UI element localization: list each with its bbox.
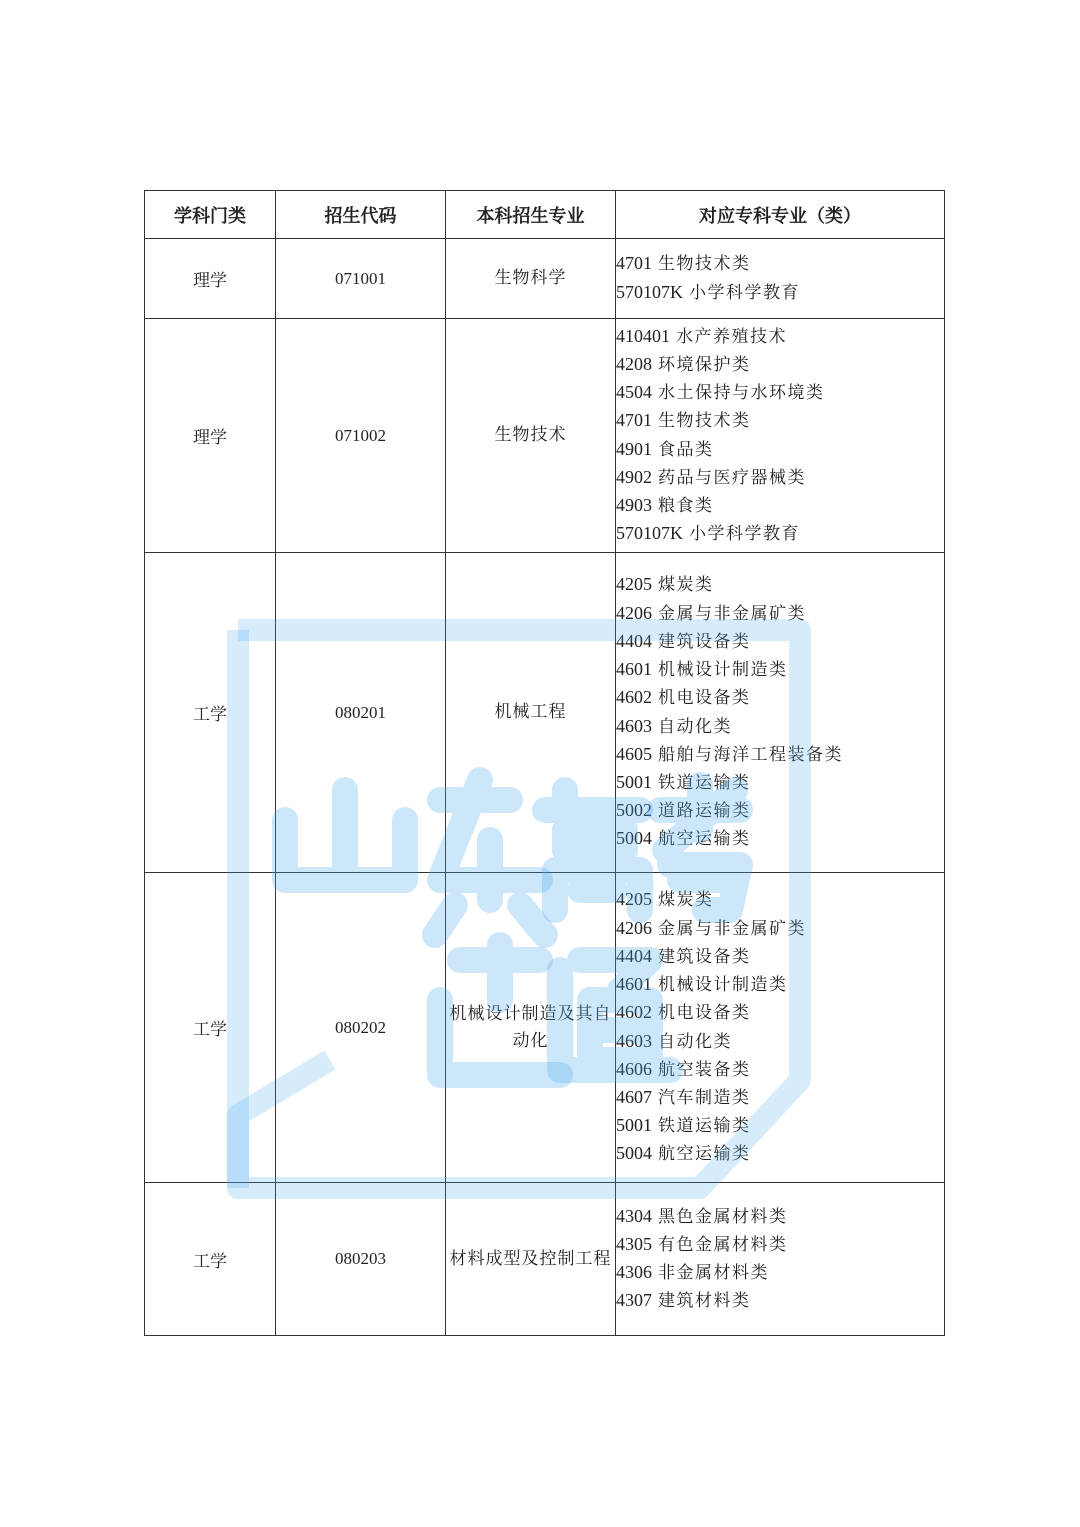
related-major-name: 生物技术类 bbox=[658, 254, 751, 275]
cell-major: 材料成型及控制工程 bbox=[446, 1183, 616, 1336]
related-major-item bbox=[616, 825, 944, 853]
related-major-item bbox=[616, 628, 944, 656]
cell-code: 080201 bbox=[276, 553, 446, 873]
related-major-name: 水产养殖技术 bbox=[676, 326, 787, 347]
cell-category: 工学 bbox=[145, 1183, 276, 1336]
cell-major: 生物科学 bbox=[446, 239, 616, 319]
related-major-code: 570107K bbox=[616, 523, 683, 544]
header-major: 本科招生专业 bbox=[446, 191, 616, 239]
related-major-list bbox=[616, 323, 944, 549]
related-major-name: 煤炭类 bbox=[658, 890, 714, 911]
related-major-name: 道路运输类 bbox=[658, 801, 751, 822]
table-header-row bbox=[145, 191, 945, 239]
related-major-name: 航空装备类 bbox=[658, 1059, 751, 1080]
related-major-name: 机械设计制造类 bbox=[658, 660, 788, 681]
related-major-item bbox=[616, 351, 944, 379]
related-major-item bbox=[616, 492, 944, 520]
related-major-code: 410401 bbox=[616, 325, 670, 346]
cell-category: 理学 bbox=[145, 319, 276, 553]
related-major-list bbox=[616, 571, 944, 853]
related-major-name: 建筑材料类 bbox=[658, 1291, 751, 1312]
related-major-name: 小学科学教育 bbox=[689, 524, 800, 545]
related-major-item bbox=[616, 571, 944, 599]
related-major-name: 食品类 bbox=[658, 439, 714, 460]
related-major-name: 机电设备类 bbox=[658, 688, 751, 709]
related-major-code: 570107K bbox=[616, 281, 683, 302]
cell-major: 生物技术 bbox=[446, 319, 616, 553]
related-major-name: 自动化类 bbox=[658, 716, 732, 737]
cell-code: 080202 bbox=[276, 873, 446, 1183]
cell-related-majors bbox=[616, 239, 945, 319]
related-major-code: 4306 bbox=[616, 1262, 652, 1282]
related-major-name: 自动化类 bbox=[658, 1031, 732, 1052]
related-major-item bbox=[616, 323, 944, 351]
table-row bbox=[145, 873, 945, 1183]
related-major-code: 4603 bbox=[616, 1030, 652, 1051]
related-major-name: 船舶与海洋工程装备类 bbox=[658, 744, 843, 765]
related-major-code: 4205 bbox=[616, 889, 652, 910]
related-major-name: 小学科学教育 bbox=[689, 282, 800, 303]
related-major-code: 5001 bbox=[616, 1115, 652, 1136]
related-major-list bbox=[616, 1203, 944, 1316]
related-major-item bbox=[616, 379, 944, 407]
related-major-code: 4701 bbox=[616, 410, 652, 431]
related-major-code: 5004 bbox=[616, 828, 652, 849]
related-major-name: 环境保护类 bbox=[658, 354, 751, 375]
related-major-item bbox=[616, 1231, 944, 1259]
cell-major: 机械工程 bbox=[446, 553, 616, 873]
related-major-name: 机电设备类 bbox=[658, 1003, 751, 1024]
related-major-item bbox=[616, 1287, 944, 1315]
table-row bbox=[145, 1183, 945, 1336]
related-major-name: 药品与医疗器械类 bbox=[658, 467, 806, 488]
related-major-code: 5001 bbox=[616, 771, 652, 792]
related-major-item bbox=[616, 741, 944, 769]
related-major-name: 煤炭类 bbox=[658, 575, 714, 596]
related-major-item bbox=[616, 407, 944, 435]
related-major-code: 4901 bbox=[616, 438, 652, 459]
related-major-item bbox=[616, 915, 944, 943]
cell-category: 理学 bbox=[145, 239, 276, 319]
related-major-name: 铁道运输类 bbox=[658, 772, 751, 793]
related-major-item bbox=[616, 1140, 944, 1168]
related-major-name: 有色金属材料类 bbox=[658, 1234, 788, 1255]
related-major-name: 机械设计制造类 bbox=[658, 975, 788, 996]
cell-major: 机械设计制造及其自动化 bbox=[446, 873, 616, 1183]
related-major-item bbox=[616, 600, 944, 628]
related-major-item bbox=[616, 520, 944, 548]
related-major-item bbox=[616, 279, 944, 307]
related-major-item bbox=[616, 1028, 944, 1056]
related-major-name: 建筑设备类 bbox=[658, 631, 751, 652]
related-major-item bbox=[616, 886, 944, 914]
related-major-item bbox=[616, 684, 944, 712]
related-major-code: 4208 bbox=[616, 353, 652, 374]
related-major-list bbox=[616, 886, 944, 1168]
cell-related-majors bbox=[616, 319, 945, 553]
related-major-item bbox=[616, 1259, 944, 1287]
related-major-item bbox=[616, 436, 944, 464]
cell-related-majors bbox=[616, 1183, 945, 1336]
related-major-name: 非金属材料类 bbox=[658, 1263, 769, 1283]
related-major-code: 4602 bbox=[616, 1002, 652, 1023]
related-major-item bbox=[616, 250, 944, 278]
related-major-name: 粮食类 bbox=[658, 495, 714, 516]
related-major-item bbox=[616, 797, 944, 825]
related-major-code: 5002 bbox=[616, 800, 652, 821]
cell-category: 工学 bbox=[145, 873, 276, 1183]
related-major-code: 4902 bbox=[616, 466, 652, 487]
related-major-code: 4603 bbox=[616, 715, 652, 736]
related-major-code: 4205 bbox=[616, 574, 652, 595]
table-row bbox=[145, 239, 945, 319]
related-major-name: 金属与非金属矿类 bbox=[658, 918, 806, 939]
related-major-code: 4307 bbox=[616, 1290, 652, 1311]
related-major-code: 4606 bbox=[616, 1058, 652, 1079]
related-major-code: 4607 bbox=[616, 1086, 652, 1107]
related-major-item bbox=[616, 713, 944, 741]
cell-code: 071001 bbox=[276, 239, 446, 319]
related-major-code: 5004 bbox=[616, 1143, 652, 1164]
related-major-list bbox=[616, 250, 944, 306]
header-related: 对应专科专业（类） bbox=[616, 191, 945, 239]
related-major-item bbox=[616, 1203, 944, 1231]
related-major-name: 汽车制造类 bbox=[658, 1087, 751, 1108]
related-major-code: 4605 bbox=[616, 743, 652, 764]
related-major-item bbox=[616, 1112, 944, 1140]
related-major-code: 4305 bbox=[616, 1233, 652, 1254]
related-major-code: 4903 bbox=[616, 494, 652, 515]
header-category: 学科门类 bbox=[145, 191, 276, 239]
related-major-code: 4206 bbox=[616, 602, 652, 623]
related-major-code: 4504 bbox=[616, 382, 652, 403]
related-major-code: 4404 bbox=[616, 630, 652, 651]
related-major-code: 4206 bbox=[616, 917, 652, 938]
table-row bbox=[145, 553, 945, 873]
related-major-item bbox=[616, 1084, 944, 1112]
related-major-name: 金属与非金属矿类 bbox=[658, 603, 806, 624]
related-major-item bbox=[616, 943, 944, 971]
related-major-code: 4602 bbox=[616, 687, 652, 708]
related-major-name: 生物技术类 bbox=[658, 411, 751, 432]
related-major-item bbox=[616, 464, 944, 492]
related-major-item bbox=[616, 656, 944, 684]
cell-code: 071002 bbox=[276, 319, 446, 553]
related-major-code: 4304 bbox=[616, 1205, 652, 1226]
related-major-item bbox=[616, 769, 944, 797]
related-major-name: 航空运输类 bbox=[658, 1144, 751, 1165]
related-major-code: 4601 bbox=[616, 974, 652, 995]
related-major-item bbox=[616, 971, 944, 999]
related-major-code: 4701 bbox=[616, 253, 652, 274]
major-mapping-table bbox=[144, 190, 945, 1336]
header-code: 招生代码 bbox=[276, 191, 446, 239]
related-major-name: 航空运输类 bbox=[658, 829, 751, 850]
related-major-name: 黑色金属材料类 bbox=[658, 1206, 788, 1227]
related-major-item bbox=[616, 1056, 944, 1084]
related-major-item bbox=[616, 999, 944, 1027]
related-major-name: 建筑设备类 bbox=[658, 946, 751, 967]
related-major-code: 4601 bbox=[616, 659, 652, 680]
cell-category: 工学 bbox=[145, 553, 276, 873]
cell-code: 080203 bbox=[276, 1183, 446, 1336]
related-major-name: 水土保持与水环境类 bbox=[658, 383, 825, 404]
related-major-name: 铁道运输类 bbox=[658, 1116, 751, 1137]
cell-related-majors bbox=[616, 873, 945, 1183]
related-major-code: 4404 bbox=[616, 945, 652, 966]
cell-related-majors bbox=[616, 553, 945, 873]
table-row bbox=[145, 319, 945, 553]
